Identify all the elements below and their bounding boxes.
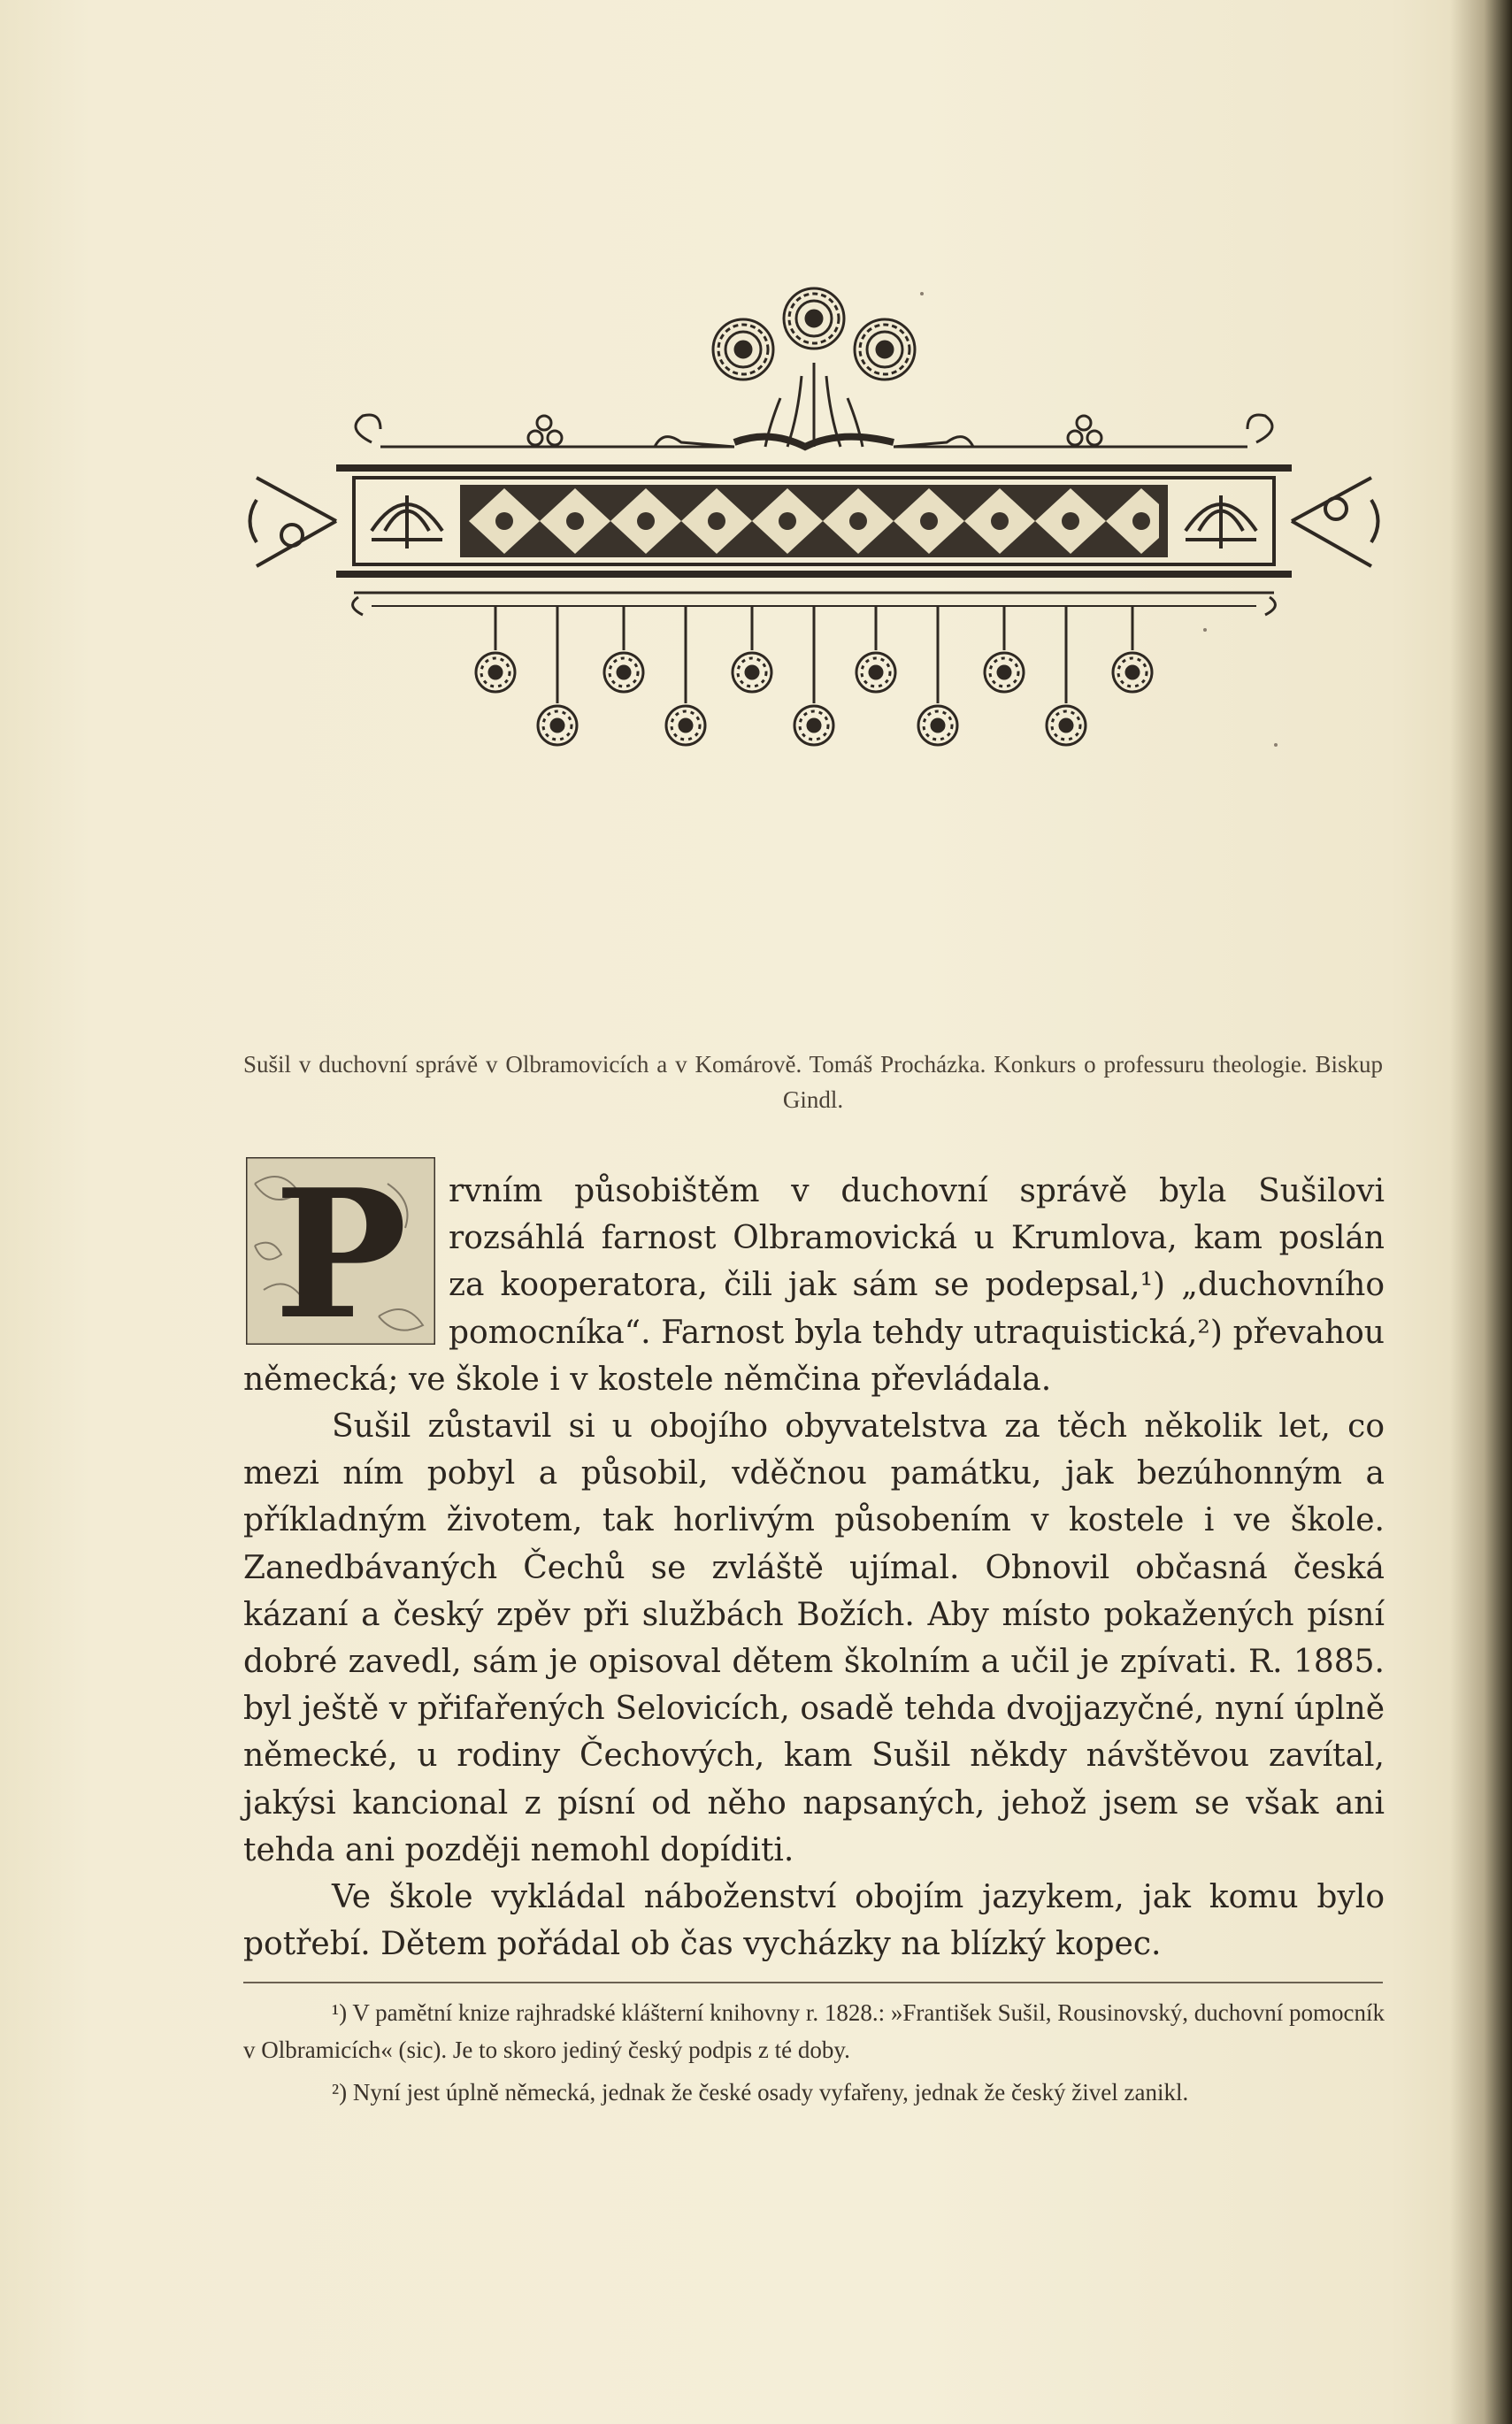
drop-cap-letter: P [273, 1157, 408, 1345]
palmette-right-icon [1186, 495, 1256, 548]
paragraph-1 [243, 1168, 1385, 1403]
paragraph-2-text: Sušil zůstavil si u obojího obyvatelstva za těch několik let, co mezi ním pobyl a působil, vděčnou památku, jak bezúhonným a příkladným životem, tak horlivým působením v kostele i ve škole. Zanedbávaných Čechů se zvláště ujímal. Obnovil občasná česká kázaní a český zpěv při službách Božích. Aby místo pokažených písní dobré zavedl, sám je opisoval dětem školním a učil je zpívati. R. 1885. byl ještě v přifařených Selovicích, osadě tehda dvojjazyčné, nyní úplně německé, u rodiny Čechových, kam Sušil někdy návštěvou zavítal, jakýsi kancional z písní od něho napsaných, jehož jsem se však ani tehda ani později nemohl dopíditi. [243, 1408, 1385, 1868]
paragraph-1-text: rvním působištěm v duchovní správě byla Sušilovi rozsáhlá farnost Olbramovická u Krumlova, kam poslán za kooperatora, čili jak sám se podepsal,¹) „duchovního pomocníka“. Farnost byla tehdy utraquistická,²) převahou německá; ve škole i v kostele němčina převládala. [243, 1173, 1385, 1398]
paragraph-3-text: Ve škole vykládal náboženství obojím jazykem, jak komu bylo potřebí. Dětem pořádal ob čas vycházky na blízký kopec. [243, 1879, 1385, 1963]
footnote-1-text: V pamětní knize rajhradské klášterní knihovny r. 1828.: »František Sušil, Rousinovský, duchovní pomocník v Olbramicích« (sic). Je to skoro jediný český podpis z té doby. [243, 1999, 1385, 2063]
ornament-band [250, 464, 1378, 578]
footnote-2-mark: ²) [332, 2079, 348, 2106]
footnote-1 [243, 1994, 1385, 2068]
footnote-divider [243, 1982, 1383, 1983]
flower-bouquet-icon [713, 288, 915, 447]
speck [1203, 628, 1207, 632]
paragraph-2 [243, 1403, 1385, 1874]
header-ornament [239, 265, 1389, 761]
footnote-2-text: Nyní jest úplně německá, jednak že české osady vyfařeny, jednak že český živel zanikl. [352, 2079, 1189, 2106]
hanging-rosettes [353, 593, 1276, 745]
footnote-2 [243, 2074, 1385, 2111]
footnotes [243, 1994, 1385, 2116]
body-text [243, 1168, 1385, 1968]
binding-shadow [1450, 0, 1512, 2424]
palmette-left-icon [372, 495, 442, 548]
footnote-1-mark: ¹) [332, 1999, 348, 2026]
chapter-summary: Sušil v duchovní správě v Olbramovicích a v Komárově. Tomáš Procházka. Konkurs o professuru theologie. Biskup Gindl. [243, 1051, 1383, 1113]
speck [920, 292, 924, 295]
paragraph-3 [243, 1874, 1385, 1968]
speck [1274, 743, 1278, 747]
